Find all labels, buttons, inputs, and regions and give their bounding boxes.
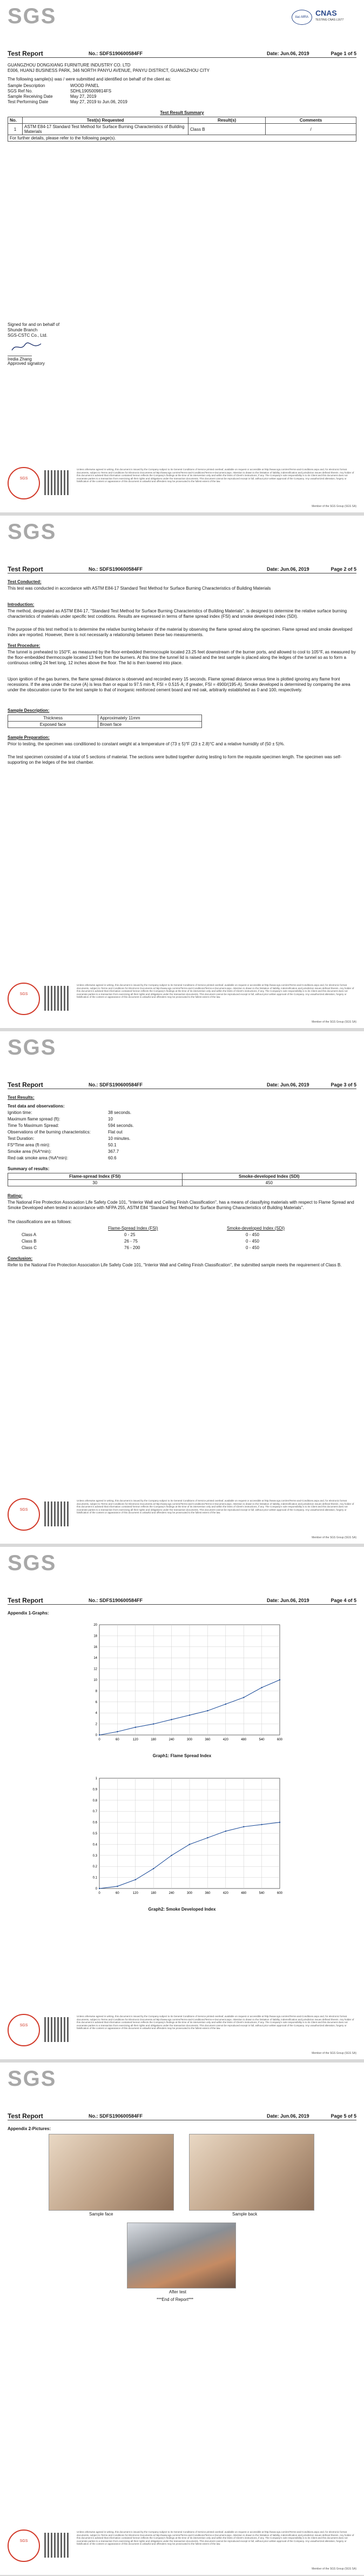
x-tick-label: 120	[132, 1738, 138, 1741]
x-tick-label: 480	[241, 1892, 247, 1895]
x-tick-label: 300	[186, 1892, 193, 1895]
graph2-caption: Graph2: Smoke Developed Index	[148, 1907, 216, 1912]
report-header	[8, 1597, 356, 1605]
page-footer	[8, 1498, 356, 1539]
y-tick-label: 0	[95, 1734, 97, 1737]
preparation-text: Prior to testing, the specimen was conditioned to constant weight at a temperature of (73 ± 5)°F (23 ± 2.8)°C and a relative humidity of (50 ± 5)%.	[8, 742, 285, 746]
x-tick-label: 420	[223, 1892, 228, 1895]
class-fsi: 0 - 25	[124, 1232, 136, 1237]
sample-info-value: May 27, 2019 to Jun.06, 2019	[70, 99, 127, 104]
report-date: Date: Jun.06, 2019	[267, 1082, 309, 1087]
footer-terms: Unless otherwise agreed in writing, this document is issued by the Company subject to its General Conditions of Service printed overleaf, available on request or accessible at http://www.sgs.com/en/Terms-and-Conditions.aspx and, for electronic format documents, subject to Terms and Conditions for Electronic Documents at http://www.sgs.com/en/Terms-and-Conditions/Terms-e-Document.aspx. Attention is drawn to the limitation of liability, indemnification and jurisdiction issues defined therein. Any holder of this document is advised that information contained hereon reflects the Company's findings at the time of its intervention only and within the limits of Client's instructions, if any. The Company's sole responsibility is to its Client and this document does not exonerate parties to a transaction from exercising all their rights and obligations under the transaction documents. This document cannot be reproduced except in full, without prior written approval of the Company. Any unauthorized alteration, forgery or falsification of the content or appearance of this document is unlawful and offenders may be prosecuted to the fullest extent of the law.	[77, 1499, 354, 1514]
x-tick-label: 60	[116, 1738, 119, 1741]
report-page-4	[0, 1547, 364, 2059]
sample-back-photo	[189, 2134, 314, 2211]
sdi-value: 450	[182, 1180, 356, 1186]
x-tick-label: 480	[241, 1738, 247, 1741]
report-page-2	[0, 516, 364, 1028]
desc-value: Approximately 11mm	[98, 715, 202, 722]
data-point	[153, 1723, 154, 1724]
class-sdi: 0 - 450	[246, 1245, 259, 1250]
sample-description-heading: Sample Description:	[8, 708, 50, 713]
data-point	[207, 1837, 208, 1838]
test-data-heading: Test data and observations:	[8, 1104, 65, 1109]
report-number: No.: SDFS190600584FF	[89, 1082, 143, 1087]
signature-line: Signed for and on behalf of	[8, 322, 60, 327]
sample-face-caption: Sample face	[89, 2212, 113, 2217]
sgs-seal-stamp: SGS	[8, 2530, 40, 2562]
handwritten-signature	[11, 341, 43, 353]
sample-info-value: May 27, 2019	[70, 94, 97, 99]
signatory-name: Iredia Zhang	[8, 357, 32, 362]
footer-member: Member of the SGS Group (SGS SA)	[312, 1020, 356, 1024]
y-tick-label: 1	[95, 1777, 97, 1780]
x-tick-label: 600	[277, 1892, 283, 1895]
flame-spread-graph	[81, 1618, 286, 1748]
conclusion-text: Refer to the National Fire Protection Association Life Safety Code 101, "Interior Wall and Ceiling Finish Classification", the submitted sample meets the requirement of Class B.	[8, 1263, 342, 1267]
fsi-value: 30	[8, 1180, 183, 1186]
footer-terms: Unless otherwise agreed in writing, this document is issued by the Company subject to its General Conditions of Service printed overleaf, available on request or accessible at http://www.sgs.com/en/Terms-and-Conditions.aspx and, for electronic format documents, subject to Terms and Conditions for Electronic Documents at http://www.sgs.com/en/Terms-and-Conditions/Terms-e-Document.aspx. Attention is drawn to the limitation of liability, indemnification and jurisdiction issues defined therein. Any holder of this document is advised that information contained hereon reflects the Company's findings at the time of its intervention only and within the limits of Client's instructions, if any. The Company's sole responsibility is to its Client and this document does not exonerate parties to a transaction from exercising all their rights and obligations under the transaction documents. This document cannot be reproduced except in full, without prior written approval of the Company. Any unauthorized alteration, forgery or falsification of the content or appearance of this document is unlawful and offenders may be prosecuted to the fullest extent of the law.	[77, 468, 354, 483]
summary-heading: Test Result Summary	[160, 110, 204, 115]
test-conducted-text: This test was conducted in accordance with ASTM E84-17 Standard Test Method for Surface Burning Characteristics of Building Materials	[8, 586, 271, 591]
y-tick-label: 20	[93, 1624, 97, 1627]
rating-text: The National Fire Protection Association Life Safety Code 101, "Interior Wall and Ceiling Finish Classification", has a means of classifying materials with respect to Flame Spread and Smoke Developed when tested in accordance with NFPA 255, ASTM E84 "Standard Test Method for Surface Burning Characteristics of Building Materials".	[8, 1200, 354, 1210]
x-tick-label: 0	[98, 1738, 100, 1741]
summary-row-comment: /	[266, 124, 356, 135]
class-name: Class A	[22, 1232, 37, 1237]
test-data-label: Test Duration:	[8, 1136, 35, 1141]
x-tick-label: 540	[259, 1738, 265, 1741]
x-tick-label: 540	[259, 1892, 265, 1895]
class-col-sdi: Smoke-developed Index (SDI)	[227, 1226, 285, 1231]
x-tick-label: 360	[205, 1738, 211, 1741]
conclusion-heading: Conclusion:	[8, 1256, 33, 1261]
data-point	[99, 1888, 100, 1889]
summary-results-heading: Summary of results:	[8, 1166, 50, 1171]
desc-value: Brown face	[98, 722, 202, 728]
sample-info-label: Sample Description	[8, 83, 45, 88]
data-point	[225, 1704, 226, 1705]
summary-table	[8, 117, 356, 142]
cnas-logo: CNAS	[315, 9, 337, 17]
report-date: Date: Jun.06, 2019	[267, 51, 309, 56]
page-footer	[8, 467, 356, 508]
ilac-mra-logo: ilac-MRA	[292, 10, 312, 25]
y-tick-label: 0.2	[92, 1865, 97, 1869]
test-data-value: 367.7	[108, 1149, 119, 1154]
cnas-number: TESTING CNAS L1677	[315, 18, 344, 22]
x-tick-label: 420	[223, 1738, 228, 1741]
sample-back-caption: Sample back	[232, 2212, 258, 2217]
x-tick-label: 300	[186, 1738, 193, 1741]
test-data-label: Time To Maximum Spread:	[8, 1123, 59, 1128]
y-tick-label: 0.7	[92, 1810, 97, 1814]
fsi-col: Flame-spread Index (FSI)	[8, 1173, 183, 1180]
sample-info-value: WOOD PANEL	[70, 83, 99, 88]
page-footer	[8, 2014, 356, 2055]
footer-terms: Unless otherwise agreed in writing, this document is issued by the Company subject to its General Conditions of Service printed overleaf, available on request or accessible at http://www.sgs.com/en/Terms-and-Conditions.aspx and, for electronic format documents, subject to Terms and Conditions for Electronic Documents at http://www.sgs.com/en/Terms-and-Conditions/Terms-e-Document.aspx. Attention is drawn to the limitation of liability, indemnification and jurisdiction issues defined therein. Any holder of this document is advised that information contained hereon reflects the Company's findings at the time of its intervention only and within the limits of Client's instructions, if any. The Company's sole responsibility is to its Client and this document does not exonerate parties to a transaction from exercising all their rights and obligations under the transaction documents. This document cannot be reproduced except in full, without prior written approval of the Company. Any unauthorized alteration, forgery or falsification of the content or appearance of this document is unlawful and offenders may be prosecuted to the fullest extent of the law.	[77, 2015, 354, 2030]
test-data-value: Flat out	[108, 1130, 123, 1134]
introduction-heading: Introduction:	[8, 602, 35, 607]
footer-terms: Unless otherwise agreed in writing, this document is issued by the Company subject to its General Conditions of Service printed overleaf, available on request or accessible at http://www.sgs.com/en/Terms-and-Conditions.aspx and, for electronic format documents, subject to Terms and Conditions for Electronic Documents at http://www.sgs.com/en/Terms-and-Conditions/Terms-e-Document.aspx. Attention is drawn to the limitation of liability, indemnification and jurisdiction issues defined therein. Any holder of this document is advised that information contained hereon reflects the Company's findings at the time of its intervention only and within the limits of Client's instructions, if any. The Company's sole responsibility is to its Client and this document does not exonerate parties to a transaction from exercising all their rights and obligations under the transaction documents. This document cannot be reproduced except in full, without prior written approval of the Company. Any unauthorized alteration, forgery or falsification of the content or appearance of this document is unlawful and offenders may be prosecuted to the fullest extent of the law.	[77, 2531, 354, 2546]
data-point	[279, 1821, 280, 1823]
sample-preparation-heading: Sample Preparation:	[8, 735, 50, 740]
classifications-intro: The classifications are as follows:	[8, 1219, 72, 1224]
data-point	[207, 1710, 208, 1711]
x-tick-label: 120	[132, 1892, 138, 1895]
appendix-graphs-heading: Appendix 1-Graphs:	[8, 1611, 49, 1616]
signature-line: SGS-CSTC Co., Ltd.	[8, 333, 48, 338]
data-point	[189, 1844, 190, 1845]
desc-key: Exposed face	[8, 722, 98, 728]
y-tick-label: 0.3	[92, 1854, 97, 1858]
test-data-value: 38 seconds.	[108, 1110, 132, 1115]
rating-heading: Rating:	[8, 1193, 23, 1198]
report-header	[8, 50, 356, 58]
sgs-logo: SGS	[8, 2067, 57, 2091]
qr-code	[44, 470, 69, 495]
sample-info-label: SGS Ref No.	[8, 89, 33, 94]
desc-key: Thickness	[8, 715, 98, 722]
page-footer	[8, 2530, 356, 2571]
data-point	[189, 1714, 190, 1716]
preparation-text: The test specimen consisted of a total of 5 sections of material. The sections were butted together during testing to form the requisite specimen length. The specimen was self-supporting on the ledges of the test chamber.	[8, 755, 342, 765]
introduction-text: The method, designated as ASTM E84-17, "Standard Test Method for Surface Burning Characteristics of Building Materials", is designed to determine the relative surface burning characteristics of materials under specific test conditions. Results are expressed in terms of flame spread index (FSI) and smoke developed index (SDI).	[8, 609, 347, 619]
summary-row-result: Class B	[188, 124, 266, 135]
sgs-logo: SGS	[8, 1036, 57, 1059]
introduction-text: The purpose of this test method is to determine the relative burning behavior of the material by observing the flame spread along the specimen. Flame spread and smoke developed index are reported. However, there is not necessarily a relationship between these two measurements.	[8, 627, 353, 637]
footer-member: Member of the SGS Group (SGS SA)	[312, 2567, 356, 2571]
data-point	[135, 1879, 136, 1880]
test-data-value: 60.6	[108, 1156, 117, 1160]
data-point	[171, 1855, 172, 1856]
test-data-label: FS*Time area (ft·min):	[8, 1143, 50, 1147]
qr-code	[44, 2017, 69, 2042]
summary-results-table	[8, 1173, 356, 1186]
class-fsi: 76 - 200	[124, 1245, 140, 1250]
footer-member: Member of the SGS Group (SGS SA)	[312, 505, 356, 508]
report-date: Date: Jun.06, 2019	[267, 2113, 309, 2119]
report-title: Test Report	[8, 565, 43, 573]
report-header	[8, 565, 356, 573]
data-point	[261, 1687, 262, 1688]
test-data-label: Maximum flame spread (ft):	[8, 1117, 60, 1122]
summary-note: For further details, please refer to the following page(s).	[8, 135, 356, 142]
accreditation-logos	[292, 6, 356, 35]
sgs-logo: SGS	[8, 4, 57, 28]
x-tick-label: 240	[168, 1738, 174, 1741]
class-col-fsi: Flame-Spread Index (FSI)	[108, 1226, 158, 1231]
summary-row-test: ASTM E84-17 Standard Test Method for Surface Burning Characteristics of Building Materials	[23, 124, 188, 135]
smoke-developed-graph	[81, 1772, 286, 1901]
report-header	[8, 2112, 356, 2120]
sgs-logo: SGS	[8, 520, 57, 544]
page-number: Page 4 of 5	[331, 1598, 356, 1603]
summary-col-comments: Comments	[266, 117, 356, 124]
report-date: Date: Jun.06, 2019	[267, 566, 309, 572]
footer-member: Member of the SGS Group (SGS SA)	[312, 2052, 356, 2055]
procedure-heading: Test Procedure:	[8, 643, 41, 648]
data-point	[279, 1679, 280, 1680]
summary-col-test: Test(s) Requested	[23, 117, 188, 124]
data-point	[225, 1831, 226, 1832]
data-point	[171, 1719, 172, 1720]
report-title: Test Report	[8, 1081, 43, 1089]
report-number: No.: SDFS190600584FF	[89, 2113, 143, 2119]
test-data-label: Observations of the burning characteristics:	[8, 1130, 91, 1134]
data-point	[99, 1734, 100, 1736]
test-data-label: Smoke area (%A*min):	[8, 1149, 52, 1154]
after-test-photo	[127, 2223, 236, 2288]
sample-face-photo	[49, 2134, 174, 2211]
y-tick-label: 0.4	[92, 1843, 97, 1847]
page-number: Page 3 of 5	[331, 1082, 356, 1087]
y-tick-label: 2	[95, 1723, 97, 1726]
appendix-pictures-heading: Appendix 2-Pictures:	[8, 2126, 51, 2131]
data-point	[261, 1824, 262, 1825]
x-tick-label: 180	[151, 1892, 157, 1895]
report-page-3	[0, 1031, 364, 1544]
test-data-value: 10	[108, 1117, 113, 1122]
y-tick-label: 6	[95, 1700, 97, 1704]
y-tick-label: 0.8	[92, 1799, 97, 1803]
qr-code	[44, 986, 69, 1011]
x-tick-label: 180	[151, 1738, 157, 1741]
after-test-caption: After test	[169, 2290, 187, 2294]
test-data-value: 10 minutes.	[108, 1136, 131, 1141]
class-name: Class B	[22, 1239, 37, 1244]
page-footer	[8, 983, 356, 1024]
footer-member: Member of the SGS Group (SGS SA)	[312, 1536, 356, 1539]
applicant-address: E006, HUANJ BUSINESS PARK, 346 NORTH PANYU AVENUE, PANYU DISTRICT, GUANGZHOU CITY	[8, 68, 210, 73]
test-data-label: Red oak smoke area (%A*min):	[8, 1156, 69, 1160]
sample-info-label: Test Performing Date	[8, 99, 49, 104]
data-point	[117, 1731, 118, 1732]
y-tick-label: 0	[95, 1887, 97, 1891]
data-point	[153, 1868, 154, 1869]
class-name: Class C	[22, 1245, 37, 1250]
report-page-1	[0, 0, 364, 512]
report-page-5	[0, 2063, 364, 2575]
report-title: Test Report	[8, 50, 43, 57]
report-number: No.: SDFS190600584FF	[89, 566, 143, 572]
procedure-text: The tunnel is preheated to 150°F, as measured by the floor-embedded thermocouple located 23.25 feet downstream of the burner ports, and allowed to cool to 105°F, as measured by the floor-embedded thermocouple located 13 feet from the burners. At this time the tunnel lid is raised and the test sample is placed along the ledges of the tunnel so as to form a continuous ceiling 24 feet long, 12 inches above the floor. The lid is then lowered into place.	[8, 650, 356, 665]
test-data-value: 50.1	[108, 1143, 117, 1147]
page-number: Page 2 of 5	[331, 566, 356, 572]
sample-info-label: Sample Receiving Date	[8, 94, 53, 99]
y-tick-label: 8	[95, 1690, 97, 1693]
sample-description-table	[8, 715, 202, 728]
qr-code	[44, 2533, 69, 2558]
page-number: Page 1 of 5	[331, 51, 356, 56]
report-number: No.: SDFS190600584FF	[89, 1598, 143, 1603]
page-number: Page 5 of 5	[331, 2113, 356, 2119]
summary-col-result: Result(s)	[188, 117, 266, 124]
class-sdi: 0 - 450	[246, 1232, 259, 1237]
class-sdi: 0 - 450	[246, 1239, 259, 1244]
test-results-heading: Test Results:	[8, 1095, 35, 1100]
footer-terms: Unless otherwise agreed in writing, this document is issued by the Company subject to its General Conditions of Service printed overleaf, available on request or accessible at http://www.sgs.com/en/Terms-and-Conditions.aspx and, for electronic format documents, subject to Terms and Conditions for Electronic Documents at http://www.sgs.com/en/Terms-and-Conditions/Terms-e-Document.aspx. Attention is drawn to the limitation of liability, indemnification and jurisdiction issues defined therein. Any holder of this document is advised that information contained hereon reflects the Company's findings at the time of its intervention only and within the limits of Client's instructions, if any. The Company's sole responsibility is to its Client and this document does not exonerate parties to a transaction from exercising all their rights and obligations under the transaction documents. This document cannot be reproduced except in full, without prior written approval of the Company. Any unauthorized alteration, forgery or falsification of the content or appearance of this document is unlawful and offenders may be prosecuted to the fullest extent of the law.	[77, 984, 354, 999]
data-point	[117, 1886, 118, 1887]
data-point	[243, 1697, 244, 1698]
test-conducted-heading: Test Conducted:	[8, 579, 42, 584]
report-title: Test Report	[8, 1597, 43, 1604]
data-point	[135, 1727, 136, 1728]
report-date: Date: Jun.06, 2019	[267, 1598, 309, 1603]
sample-intro: The following sample(s) was / were submitted and identified on behalf of the client as:	[8, 77, 171, 82]
sgs-seal-stamp: SGS	[8, 983, 40, 1015]
signature-line: Shunde Branch	[8, 328, 38, 332]
applicant-name: GUANGZHOU DONGXIANG FURNITURE INDUSTRY CO. LTD	[8, 63, 131, 68]
y-tick-label: 4	[95, 1712, 97, 1716]
y-tick-label: 10	[93, 1679, 97, 1682]
qr-code	[44, 1501, 69, 1526]
sgs-seal-stamp: SGS	[8, 2014, 40, 2046]
report-header	[8, 1081, 356, 1089]
x-tick-label: 240	[168, 1892, 174, 1895]
sgs-seal-stamp: SGS	[8, 467, 40, 499]
y-tick-label: 0.9	[92, 1788, 97, 1792]
end-of-report: ***End of Report***	[157, 2297, 194, 2302]
summary-col-no: No.	[8, 117, 23, 124]
sgs-seal-stamp: SGS	[8, 1498, 40, 1531]
y-tick-label: 0.1	[92, 1876, 97, 1880]
y-tick-label: 14	[93, 1657, 97, 1660]
graph1-caption: Graph1: Flame Spread Index	[152, 1753, 212, 1758]
x-tick-label: 60	[116, 1892, 119, 1895]
sdi-col: Smoke-developed Index (SDI)	[182, 1173, 356, 1180]
report-title: Test Report	[8, 2112, 43, 2120]
test-data-value: 594 seconds.	[108, 1123, 134, 1128]
x-tick-label: 0	[98, 1892, 100, 1895]
x-tick-label: 360	[205, 1892, 211, 1895]
y-tick-label: 0.6	[92, 1821, 97, 1825]
y-tick-label: 16	[93, 1645, 97, 1649]
y-tick-label: 18	[93, 1634, 97, 1638]
procedure-text: Upon ignition of the gas burners, the flame spread distance is observed and recorded every 15 seconds. Flame spread distance versus time is plotted ignoring any flame front recessions. If the area under the curve (A) is less than or equal to 97.5 min·ft, FSI = 0.515·A; if greater, FSI = 4900/(195-A). Smoke developed is determined by comparing the area under the obscuration curve for the test sample to that of inorganic reinforced cement board and red oak, arbitrarily established as 0 and 100, respectively.	[8, 677, 350, 692]
class-fsi: 26 - 75	[124, 1239, 138, 1244]
summary-row-no: 1	[8, 124, 23, 135]
sample-info-value: SDHL1905009814FS	[70, 89, 112, 94]
report-number: No.: SDFS190600584FF	[89, 51, 143, 56]
x-tick-label: 600	[277, 1738, 283, 1741]
signatory-role: Approved signatory	[8, 361, 45, 366]
y-tick-label: 12	[93, 1667, 97, 1671]
test-data-label: Ignition time:	[8, 1110, 32, 1115]
y-tick-label: 0.5	[92, 1832, 97, 1836]
data-point	[243, 1826, 244, 1827]
sgs-logo: SGS	[8, 1551, 57, 1575]
